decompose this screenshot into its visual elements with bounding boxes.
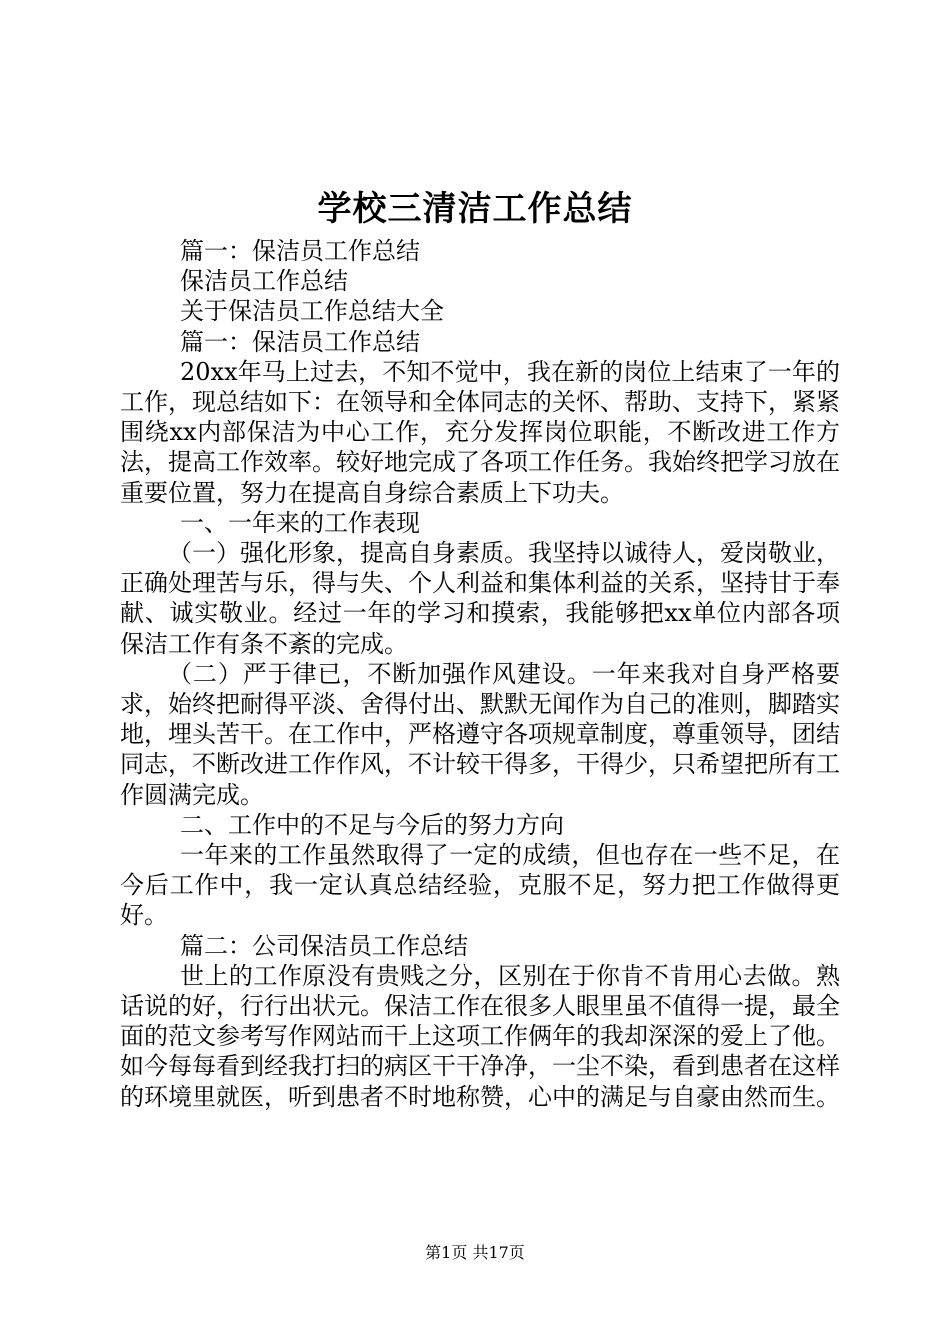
page-footer: 第1页 共17页 bbox=[425, 1243, 525, 1262]
heading-part-one: 篇一：保洁员工作总结 bbox=[180, 327, 420, 356]
subheading: 关于保洁员工作总结大全 bbox=[180, 297, 444, 326]
body-paragraph: 20xx年马上过去，不知不觉中，我在新的岗位上结束了一年的工作，现总结如下：在领导和全体同志的关怀、帮助、支持下，紧紧围绕xx内部保洁为中心工作，充分发挥岗位职能，不断改进工作方法，提高工作效率。较好地完成了各项工作任务。我始终把学习放在重要位置，努力在提高自身综合素质上下功夫。 bbox=[120, 357, 840, 507]
body-paragraph: 一年来的工作虽然取得了一定的成绩，但也存在一些不足，在今后工作中，我一定认真总结经验，克服不足，努力把工作做得更好。 bbox=[120, 841, 840, 930]
heading-part-two: 篇二：公司保洁员工作总结 bbox=[180, 931, 468, 960]
section-heading: 一、一年来的工作表现 bbox=[180, 508, 420, 537]
subheading: 保洁员工作总结 bbox=[180, 267, 348, 296]
body-paragraph: 世上的工作原没有贵贱之分，区别在于你肯不肯用心去做。熟话说的好，行行出状元。保洁工作在很多人眼里虽不值得一提，最全面的范文参考写作网站而干上这项工作俩年的我却深深的爱上了他。如今每每看到经我打扫的病区干干净净，一尘不染，看到患者在这样的环境里就医，听到患者不时地称赞，心中的满足与自豪由然而生。 bbox=[120, 961, 840, 1111]
heading-part-one: 篇一：保洁员工作总结 bbox=[180, 237, 420, 265]
document-title: 学校三清洁工作总结 bbox=[317, 189, 633, 229]
section-heading: 二、工作中的不足与今后的努力方向 bbox=[180, 810, 564, 839]
body-paragraph: （二）严于律已，不断加强作风建设。一年来我对自身严格要求，始终把耐得平淡、舍得付出、默默无闻作为自己的准则，脚踏实地，埋头苦干。在工作中，严格遵守各项规章制度，尊重领导，团结同志，不断改进工作作风，不计较干得多，干得少，只希望把所有工作圆满完成。 bbox=[120, 659, 840, 809]
document-body bbox=[120, 236, 840, 1112]
body-paragraph: （一）强化形象，提高自身素质。我坚持以诚待人，爱岗敬业，正确处理苦与乐，得与失、个人利益和集体利益的关系，坚持甘于奉献、诚实敬业。经过一年的学习和摸索，我能够把xx单位内部各项保洁工作有条不紊的完成。 bbox=[120, 539, 840, 658]
